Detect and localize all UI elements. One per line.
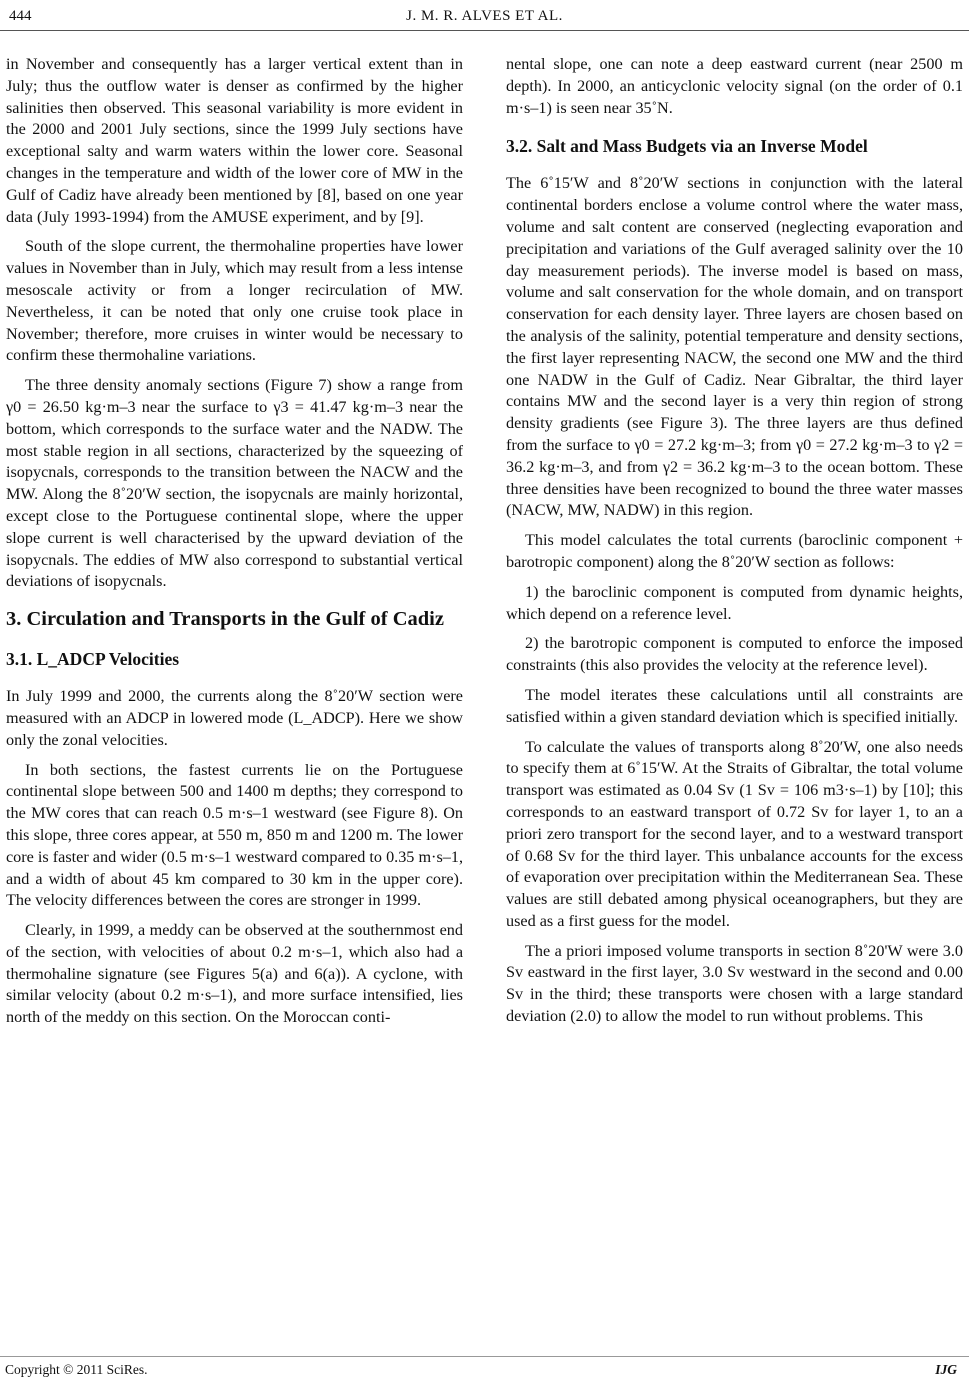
copyright-notice: Copyright © 2011 SciRes.: [5, 1362, 148, 1377]
paragraph: 1) the baroclinic component is computed from dynamic heights, which depend on a reference level.: [506, 582, 963, 623]
paragraph: in November and consequently has a larger vertical extent than in July; thus the outflow water is denser as confirmed by the higher salinities then observed. This seasonal variability is more evident in the 2000 and 2001 July sections, since the 1999 July sections have exceptional salty and warm waters within the lower core. Seasonal changes in the temperature and width of the lower core of MW in the Gulf of Cadiz have already been mentioned by [8], based on one year data (July 1993-1994) from the AMUSE experiment, and by [9].: [6, 55, 463, 226]
paragraph: 2) the barotropic component is computed to enforce the imposed constraints (this also provides the velocity at the reference level).: [506, 634, 963, 675]
paragraph: The three density anomaly sections (Figure 7) show a range from γ0 = 26.50 kg·m–3 near the surface to γ3 = 41.47 kg·m–3 near the bottom, which corresponds to the surface water and the NADW. The most stable region in all sections, characterized by the squeezing of isopycnals, corresponds to the transition between the NACW and the MW. Along the 8˚20′W section, the isopycnals are mainly horizontal, except close to the Portuguese continental slope, where the upper slope current is well characterised by the upward deviation of the isopycnals. The eddies of MW also correspond to substantial vertical deviations of isopycnals.: [6, 376, 463, 591]
running-head: J. M. R. ALVES ET AL.: [406, 8, 563, 24]
left-column: [6, 54, 463, 1037]
page-number: 444: [9, 8, 32, 24]
page-header: [0, 6, 969, 26]
paragraph: In both sections, the fastest currents lie on the Portuguese continental slope between 500 and 1400 m depths; they correspond to the MW cores that can reach 0.5 m·s–1 westward (see Figure 8). On this slope, three cores appear, at 550 m, 850 m and 1200 m. The lower core is faster and wider (0.5 m·s–1 westward compared to 0.35 m·s–1, and a width of about 45 km compared to 30 km in the upper core). The velocity differences between the cores are stronger in 1999.: [6, 760, 463, 910]
paragraph: This model calculates the total currents (baroclinic component + barotropic component) along the 8˚20′W section as follows:: [506, 531, 963, 571]
paragraph: To calculate the values of transports along 8˚20′W, one also needs to specify them at 6˚15′W. At the Straits of Gibraltar, the total volume transport was estimated as 0.04 Sv (1 Sv = 106 m3·s–1) by [10]; this corresponds to an eastward transport of 0.72 Sv for layer 1, to an a priori zero transport for the second layer, and to a westward transport of 0.68 Sv for the third layer. This unbalance accounts for the excess of evaporation over precipitation within the Mediterranean Sea. These values are still debated among physical oceanographers, but they are used as a first guess for the model.: [506, 737, 963, 930]
paragraph: South of the slope current, the thermohaline properties have lower values in November than in July, which may result from a less intense mesoscale activity or from a longer recirculation of MW. Nevertheless, it can be noted that only one cruise took place in November; therefore, more cruises in winter would be necessary to confirm these thermohaline variations.: [6, 237, 463, 365]
subsection-heading: 3.1. L_ADCP Velocities: [6, 649, 180, 670]
journal-name: IJG: [935, 1362, 957, 1377]
paragraph: nental slope, one can note a deep eastward current (near 2500 m depth). In 2000, an anticyclonic velocity signal (on the order of 0.1 m·s–1) is seen near 35˚N.: [506, 55, 963, 117]
paragraph: Clearly, in 1999, a meddy can be observed at the southernmost end of the section, with velocities of about 0.2 m·s–1, which also had a thermohaline signature (see Figures 5(a) and 6(a)). A cyclone, with similar velocity (about 0.2 m·s–1), and more surface intensified, lies north of the meddy on this section. On the Moroccan conti-: [6, 921, 463, 1027]
paragraph: In July 1999 and 2000, the currents along the 8˚20′W section were measured with an ADCP in lowered mode (L_ADCP). Here we show only the zonal velocities.: [6, 687, 463, 749]
paragraph: The model iterates these calculations until all constraints are satisfied within a given standard deviation which is specified initially.: [506, 685, 963, 726]
header-rule: [0, 30, 969, 31]
footer-rule: [0, 1356, 969, 1357]
subsection-heading: 3.2. Salt and Mass Budgets via an Inverse Model: [506, 136, 868, 157]
section-heading: 3. Circulation and Transports in the Gulf of Cadiz: [6, 608, 444, 631]
paragraph: The 6˚15′W and 8˚20′W sections in conjunction with the lateral continental borders enclose a volume control where the water mass, volume and salt content are conserved (neglecting evaporation and precipitation and variations of the Gulf averaged salinity over the 10 day measurement periods). The inverse model is based on mass, volume and salt conservation for the whole domain, and on transport conservation for each density layer. Three layers are chosen based on the analysis of the salinity, potential temperature and density sections, the first layer representing NACW, the second one MW and the third one NADW in the Gulf of Cadiz. Near Gibraltar, the third layer contains MW and the second layer is a very thin region of strong density gradients (see Figure 3). The three layers are thus defined from the surface to γ0 = 27.2 kg·m–3; from γ0 = 27.2 kg·m–3 to γ2 = 36.2 kg·m–3, and from γ2 = 36.2 kg·m–3 to the ocean bottom. These three densities have been recognized to bound the three water masses (NACW, MW, NADW) in this region.: [506, 174, 963, 520]
right-column: [506, 54, 963, 1036]
paragraph: The a priori imposed volume transports in section 8˚20'W were 3.0 Sv eastward in the first layer, 3.0 Sv westward in the second and 0.00 Sv in the third; these transports were chosen with a large standard deviation (2.0) to allow the model to run without problems. This: [506, 941, 963, 1026]
